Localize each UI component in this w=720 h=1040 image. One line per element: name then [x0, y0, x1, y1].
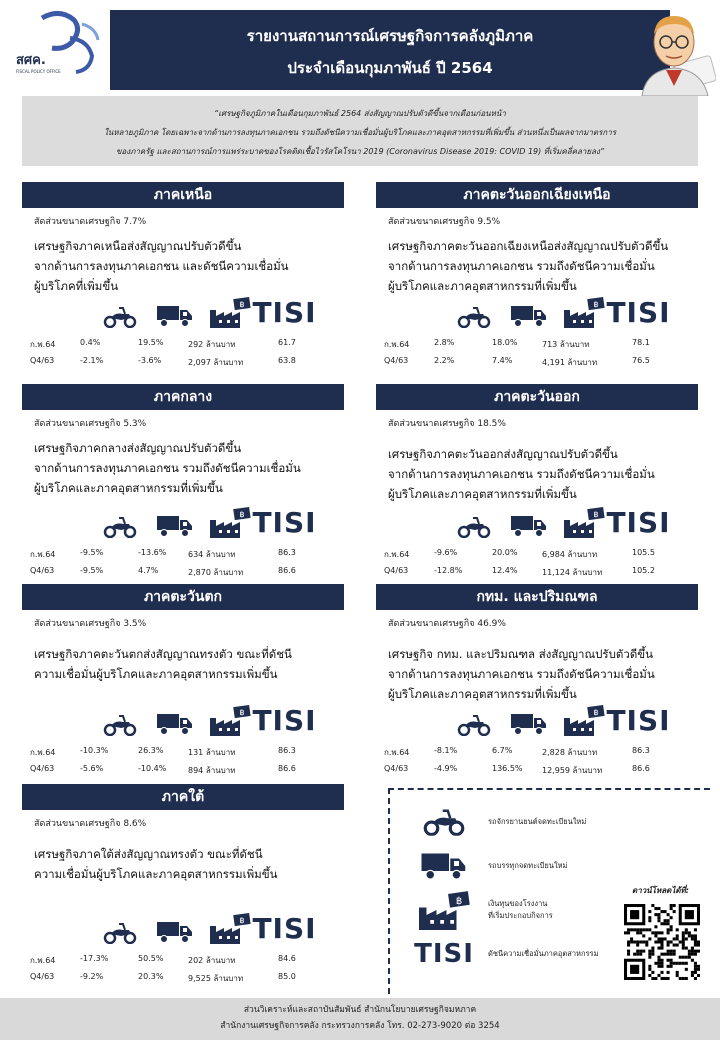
region-data-cell: 63.8 — [278, 356, 296, 365]
region-data-row — [30, 548, 328, 561]
legend-truck-icon — [412, 854, 476, 878]
summary-quote — [22, 96, 698, 166]
region-data-cell: ก.พ.64 — [384, 550, 410, 559]
region-title: ภาคตะวันตก — [22, 584, 344, 610]
region-title: ภาคตะวันออกเฉียงเหนือ — [376, 182, 698, 208]
report-title-line1: รายงานสถานการณ์เศรษฐกิจการคลังภูมิภาค — [246, 27, 534, 45]
legend-truck-label: รถบรรทุกจดทะเบียนใหม่ — [488, 861, 568, 870]
region-description-line: ผู้บริโภคและภาคอุตสาหกรรมที่เพิ่มขึ้น — [388, 487, 577, 501]
region-section — [376, 584, 698, 784]
quote-line1: “เศรษฐกิจภูมิภาคในเดือนกุมภาพันธ์ 2564 ส่งสัญญาณปรับตัวดีขึ้นจากเดือนก่อนหน้า — [214, 109, 506, 118]
region-data-cell: 50.5% — [138, 954, 164, 963]
region-data-cell: 105.2 — [632, 566, 655, 575]
svg-text:฿: ฿ — [592, 510, 599, 519]
region-section — [376, 182, 698, 382]
legend-tisi-icon: TISI — [414, 939, 474, 969]
svg-text:฿: ฿ — [592, 300, 599, 309]
region-description-line: ผู้บริโภคและภาคอุตสาหกรรมที่เพิ่มขึ้น — [34, 481, 223, 495]
region-data-cell: Q4/63 — [30, 356, 55, 365]
region-data-cell: Q4/63 — [384, 356, 409, 365]
tisi-icon: TISI — [606, 296, 671, 329]
region-data-cell: ก.พ.64 — [384, 748, 410, 757]
svg-text:฿: ฿ — [238, 510, 245, 519]
region-data-cell: 7.4% — [492, 356, 513, 365]
region-indicator-icons — [446, 504, 671, 539]
truck-icon — [147, 910, 202, 944]
region-indicator-icons — [446, 702, 671, 737]
region-data-row — [30, 356, 328, 369]
tisi-icon: TISI — [252, 296, 317, 329]
svg-text:฿: ฿ — [238, 300, 245, 309]
region-data-cell: -10.3% — [80, 746, 109, 755]
region-data-row — [30, 954, 328, 967]
report-title-line2: ประจำเดือนกุมภาพันธ์ ปี 2564 — [287, 59, 493, 77]
region-description — [388, 444, 698, 504]
region-data-cell: 136.5% — [492, 764, 523, 773]
region-economy-share: สัดส่วนขนาดเศรษฐกิจ 7.7% — [34, 217, 147, 227]
logo-subtext: FISCAL POLICY OFFICE — [16, 69, 61, 74]
motorcycle-icon — [446, 702, 501, 736]
motorcycle-icon — [92, 294, 147, 328]
region-data-row — [30, 972, 328, 985]
region-data-cell: 19.5% — [138, 338, 164, 347]
fiscal-policy-office-logo — [12, 10, 104, 80]
region-title: กทม. และปริมณฑล — [376, 584, 698, 610]
region-data-cell: 105.5 — [632, 548, 655, 557]
legend-factory-icon — [412, 894, 476, 926]
region-data-cell: -3.6% — [138, 356, 162, 365]
region-data-cell: 634 ล้านบาท — [188, 550, 236, 559]
region-data-cell: 26.3% — [138, 746, 164, 755]
quote-line3: ของภาครัฐ และสถานการณ์การแพร่ระบาดของโรคติดเชื้อไวรัสโคโรนา 2019 (Coronavirus Disease 2019: COVID 19) ที่เริ่มคลี่คลายลง” — [115, 147, 605, 156]
region-section — [22, 384, 344, 584]
region-indicator-icons — [92, 504, 317, 539]
region-data-cell: 84.6 — [278, 954, 296, 963]
factory-icon — [202, 504, 257, 538]
region-data-cell: 86.6 — [278, 566, 296, 575]
factory-icon — [556, 702, 611, 736]
region-data-cell: 2,870 ล้านบาท — [188, 568, 244, 577]
region-data-cell: 2.8% — [434, 338, 455, 347]
region-indicator-icons — [446, 294, 671, 329]
region-data-cell: ก.พ.64 — [30, 550, 56, 559]
region-data-cell: 9,525 ล้านบาท — [188, 974, 244, 983]
factory-icon — [556, 294, 611, 328]
region-title: ภาคใต้ — [22, 784, 344, 810]
region-data-row — [384, 746, 682, 759]
tisi-icon: TISI — [606, 704, 671, 737]
region-description — [34, 844, 344, 884]
region-data-cell: -9.2% — [80, 972, 104, 981]
region-data-cell: -10.4% — [138, 764, 167, 773]
region-data-cell: Q4/63 — [30, 972, 55, 981]
region-data-row — [384, 356, 682, 369]
region-data-cell: 0.4% — [80, 338, 101, 347]
region-data-cell: 86.3 — [278, 548, 296, 557]
region-data-row — [30, 746, 328, 759]
motorcycle-icon — [446, 294, 501, 328]
region-section — [22, 584, 344, 784]
region-data-cell: 6.7% — [492, 746, 513, 755]
region-data-cell: -12.8% — [434, 566, 463, 575]
region-title: ภาคตะวันออก — [376, 384, 698, 410]
region-data-cell: 76.5 — [632, 356, 650, 365]
region-data-cell: 12.4% — [492, 566, 518, 575]
tisi-icon: TISI — [252, 912, 317, 945]
region-description-line: เศรษฐกิจภาคใต้ส่งสัญญาณทรงตัว ขณะที่ดัชนี — [34, 847, 263, 861]
logo-text: สศค. — [16, 53, 46, 68]
region-data-cell: Q4/63 — [30, 764, 55, 773]
region-data-cell: 18.0% — [492, 338, 518, 347]
region-data-cell: 86.3 — [278, 746, 296, 755]
factory-icon — [202, 294, 257, 328]
region-data-cell: 2.2% — [434, 356, 455, 365]
region-data-cell: Q4/63 — [30, 566, 55, 575]
region-data-row — [384, 764, 682, 777]
region-data-cell: -9.5% — [80, 548, 104, 557]
region-data-cell: 292 ล้านบาท — [188, 340, 236, 349]
region-data-cell: 86.6 — [278, 764, 296, 773]
region-description — [34, 236, 344, 296]
legend-divider-vertical — [388, 788, 390, 994]
motorcycle-icon — [92, 910, 147, 944]
region-data-cell: 131 ล้านบาท — [188, 748, 236, 757]
region-title: ภาคเหนือ — [22, 182, 344, 208]
factory-icon — [202, 702, 257, 736]
region-description-line: ผู้บริโภคและภาคอุตสาหกรรมที่เพิ่มขึ้น — [388, 279, 577, 293]
region-data-cell: 20.3% — [138, 972, 164, 981]
region-description-line: เศรษฐกิจภาคตะวันออกเฉียงเหนือส่งสัญญาณปรับตัวดีขึ้น — [388, 239, 669, 253]
region-data-cell: -9.5% — [80, 566, 104, 575]
region-data-row — [30, 338, 328, 351]
region-description-line: เศรษฐกิจภาคตะวันตกส่งสัญญาณทรงตัว ขณะที่ดัชนี — [34, 647, 292, 661]
region-data-row — [30, 764, 328, 777]
region-economy-share: สัดส่วนขนาดเศรษฐกิจ 46.9% — [388, 619, 506, 629]
qr-download-label: ดาวน์โหลดได้ที่: — [632, 886, 690, 895]
region-description-line: จากด้านการลงทุนภาคเอกชน และดัชนีความเชื่อมั่น — [34, 259, 289, 273]
truck-icon — [501, 702, 556, 736]
region-description-line: ผู้บริโภคที่เพิ่มขึ้น — [34, 279, 119, 293]
region-data-cell: 202 ล้านบาท — [188, 956, 236, 965]
region-data-cell: 86.6 — [632, 764, 650, 773]
footer-line2: สำนักงานเศรษฐกิจการคลัง กระทรวงการคลัง โทร. 02-273-9020 ต่อ 3254 — [220, 1021, 500, 1031]
region-description — [34, 644, 344, 684]
region-data-cell: 2,828 ล้านบาท — [542, 748, 598, 757]
region-description-line: จากด้านการลงทุนภาคเอกชน รวมถึงดัชนีความเชื่อมั่น — [388, 259, 655, 273]
truck-icon — [147, 294, 202, 328]
region-indicator-icons — [92, 294, 317, 329]
legend-factory-label-line2: ที่เริ่มประกอบกิจการ — [488, 911, 553, 920]
region-data-cell: ก.พ.64 — [384, 340, 410, 349]
region-description-line: เศรษฐกิจภาคเหนือส่งสัญญาณปรับตัวดีขึ้น — [34, 239, 242, 253]
region-data-cell: ก.พ.64 — [30, 340, 56, 349]
region-data-cell: 78.1 — [632, 338, 650, 347]
region-section — [22, 182, 344, 382]
region-data-cell: Q4/63 — [384, 566, 409, 575]
truck-icon — [147, 504, 202, 538]
region-description-line: เศรษฐกิจภาคตะวันออกส่งสัญญาณปรับตัวดีขึ้น — [388, 447, 618, 461]
factory-icon — [202, 910, 257, 944]
region-description-line: เศรษฐกิจภาคกลางส่งสัญญาณปรับตัวดีขึ้น — [34, 441, 242, 455]
truck-icon — [501, 294, 556, 328]
legend-tisi-label: ดัชนีความเชื่อมั่นภาคอุตสาหกรรม — [488, 949, 599, 958]
svg-text:฿: ฿ — [455, 895, 463, 907]
svg-text:฿: ฿ — [238, 916, 245, 925]
legend-factory-label-line1: เงินทุนของโรงงาน — [488, 899, 548, 908]
motorcycle-icon — [446, 504, 501, 538]
legend-divider-horizontal — [388, 788, 710, 790]
region-indicator-icons — [92, 702, 317, 737]
region-data-cell: 2,097 ล้านบาท — [188, 358, 244, 367]
region-economy-share: สัดส่วนขนาดเศรษฐกิจ 8.6% — [34, 819, 147, 829]
region-data-cell: -17.3% — [80, 954, 109, 963]
quote-line2: ในหลายภูมิภาค โดยเฉพาะจากด้านการลงทุนภาคเอกชน รวมถึงดัชนีความเชื่อมั่นผู้บริโภคและภาคอุตสาหกรรมที่เพิ่มขึ้น ส่วนหนึ่งเป็นผลจากมาตรการ — [103, 128, 617, 137]
footer-line1: ส่วนวิเคราะห์และสถาบันสัมพันธ์ สำนักนโยบายเศรษฐกิจมหภาค — [243, 1005, 477, 1015]
tisi-icon: TISI — [252, 704, 317, 737]
region-data-cell: 6,984 ล้านบาท — [542, 550, 598, 559]
region-indicator-icons — [92, 910, 317, 945]
region-data-cell: -4.9% — [434, 764, 458, 773]
tisi-icon: TISI — [606, 506, 671, 539]
truck-icon — [147, 702, 202, 736]
region-data-row — [384, 338, 682, 351]
factory-icon — [556, 504, 611, 538]
region-description-line: จากด้านการลงทุนภาคเอกชน รวมถึงดัชนีความเชื่อมั่น — [388, 467, 655, 481]
economist-avatar — [636, 8, 716, 96]
region-data-cell: -13.6% — [138, 548, 167, 557]
region-economy-share: สัดส่วนขนาดเศรษฐกิจ 3.5% — [34, 619, 147, 629]
svg-text:฿: ฿ — [592, 708, 599, 717]
region-description — [388, 644, 698, 704]
region-economy-share: สัดส่วนขนาดเศรษฐกิจ 9.5% — [388, 217, 501, 227]
region-description-line: ความเชื่อมั่นผู้บริโภคและภาคอุตสาหกรรมเพิ่มขึ้น — [34, 867, 278, 881]
region-economy-share: สัดส่วนขนาดเศรษฐกิจ 18.5% — [388, 419, 506, 429]
region-data-cell: 11,124 ล้านบาท — [542, 568, 603, 577]
legend-motorcycle-label: รถจักรยานยนต์จดทะเบียนใหม่ — [488, 817, 587, 826]
region-data-cell: 4,191 ล้านบาท — [542, 358, 598, 367]
report-header — [110, 10, 670, 90]
region-description-line: ผู้บริโภคและภาคอุตสาหกรรมที่เพิ่มขึ้น — [388, 687, 577, 701]
qr-code[interactable] — [624, 904, 700, 980]
region-section — [22, 784, 344, 984]
region-data-row — [384, 566, 682, 579]
motorcycle-icon — [92, 504, 147, 538]
region-data-cell: 12,959 ล้านบาท — [542, 766, 603, 775]
legend-motorcycle-icon — [412, 811, 476, 833]
region-data-cell: 894 ล้านบาท — [188, 766, 236, 775]
region-description-line: จากด้านการลงทุนภาคเอกชน รวมถึงดัชนีความเชื่อมั่น — [388, 667, 655, 681]
footer — [0, 998, 720, 1040]
region-data-cell: -2.1% — [80, 356, 104, 365]
truck-icon — [501, 504, 556, 538]
region-data-cell: -8.1% — [434, 746, 458, 755]
region-data-cell: 85.0 — [278, 972, 296, 981]
region-description — [34, 438, 344, 498]
region-description — [388, 236, 698, 296]
region-data-cell: 713 ล้านบาท — [542, 340, 590, 349]
region-data-cell: Q4/63 — [384, 764, 409, 773]
region-title: ภาคกลาง — [22, 384, 344, 410]
region-description-line: ความเชื่อมั่นผู้บริโภคและภาคอุตสาหกรรมเพิ่มขึ้น — [34, 667, 278, 681]
region-data-cell: 4.7% — [138, 566, 159, 575]
region-description-line: จากด้านการลงทุนภาคเอกชน รวมถึงดัชนีความเชื่อมั่น — [34, 461, 301, 475]
svg-text:฿: ฿ — [238, 708, 245, 717]
region-data-row — [384, 548, 682, 561]
region-data-cell: -5.6% — [80, 764, 104, 773]
region-data-row — [30, 566, 328, 579]
region-data-cell: 86.3 — [632, 746, 650, 755]
region-data-cell: ก.พ.64 — [30, 956, 56, 965]
motorcycle-icon — [92, 702, 147, 736]
tisi-icon: TISI — [252, 506, 317, 539]
region-data-cell: 20.0% — [492, 548, 518, 557]
region-data-cell: 61.7 — [278, 338, 296, 347]
region-description-line: เศรษฐกิจ กทม. และปริมณฑล ส่งสัญญาณปรับตัวดีขึ้น — [388, 647, 654, 661]
region-data-cell: ก.พ.64 — [30, 748, 56, 757]
region-section — [376, 384, 698, 584]
region-data-cell: -9.6% — [434, 548, 458, 557]
region-economy-share: สัดส่วนขนาดเศรษฐกิจ 5.3% — [34, 419, 147, 429]
